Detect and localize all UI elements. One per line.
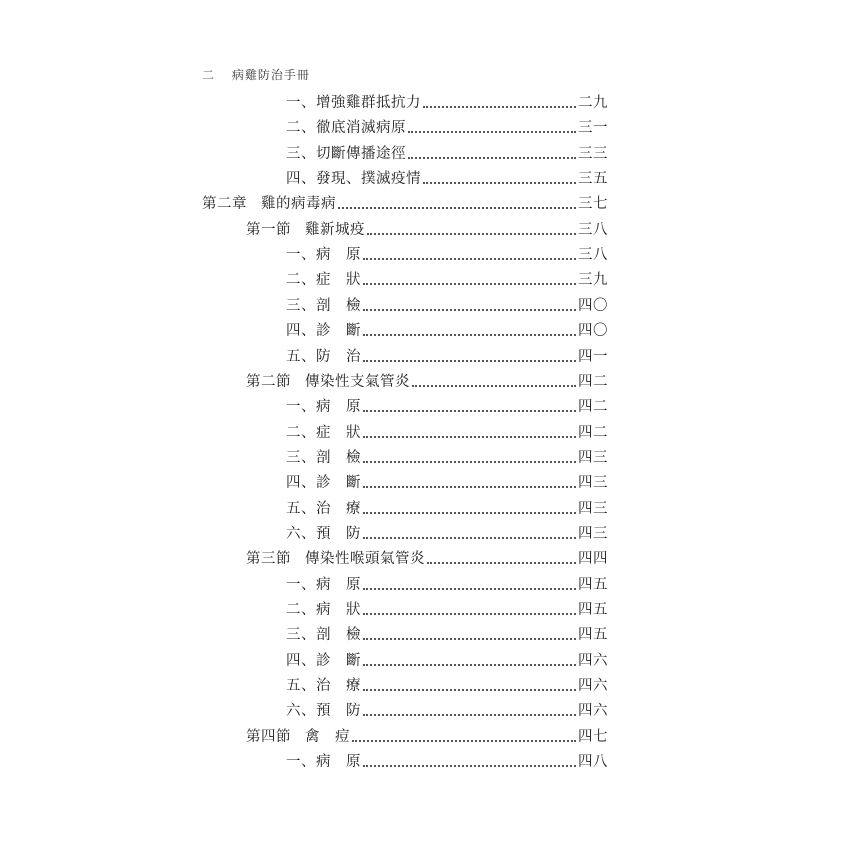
toc-entry-number: 二、 bbox=[286, 272, 316, 289]
toc-entry-page: 三三 bbox=[578, 145, 608, 162]
toc-entry-number: 一、 bbox=[286, 576, 316, 593]
toc-entry-page: 四〇 bbox=[578, 297, 608, 314]
dot-leader bbox=[363, 334, 576, 336]
toc-entry-title: 症 狀 bbox=[316, 272, 361, 289]
toc-entry-page: 四三 bbox=[578, 475, 608, 492]
toc-entry-label bbox=[286, 702, 361, 720]
toc-entry bbox=[286, 267, 608, 289]
book-title: 病雞防治手冊 bbox=[231, 68, 310, 82]
dot-leader bbox=[363, 283, 576, 285]
toc-entry-number: 四、 bbox=[286, 652, 316, 669]
dot-leader bbox=[338, 207, 576, 209]
dot-leader bbox=[423, 106, 576, 108]
toc-entry-number: 四、 bbox=[286, 171, 316, 188]
toc-entry-page: 四三 bbox=[578, 525, 608, 542]
dot-leader bbox=[412, 385, 576, 387]
toc-entry-title: 病 原 bbox=[316, 576, 361, 593]
toc-entry-page: 三七 bbox=[578, 196, 608, 213]
toc-entry-title: 剖 檢 bbox=[316, 449, 361, 466]
toc-entry-title: 雞新城疫 bbox=[305, 221, 365, 238]
toc-entry-page: 四二 bbox=[578, 399, 608, 416]
toc-entry-number: 四、 bbox=[286, 323, 316, 340]
toc-entry bbox=[246, 217, 608, 239]
toc-entry-label bbox=[286, 500, 361, 518]
toc-entry-title: 病 原 bbox=[316, 247, 361, 264]
toc-entry bbox=[286, 141, 608, 163]
toc-entry-label bbox=[286, 271, 361, 289]
toc-entry-title: 禽 痘 bbox=[305, 728, 350, 745]
toc-entry-title: 治 療 bbox=[316, 678, 361, 695]
toc-entry bbox=[286, 318, 608, 340]
toc-entry-title: 剖 檢 bbox=[316, 297, 361, 314]
toc-entry bbox=[286, 470, 608, 492]
dot-leader bbox=[363, 588, 576, 590]
toc-entry-label bbox=[286, 576, 361, 594]
dot-leader bbox=[363, 638, 576, 640]
toc-entry bbox=[286, 597, 608, 619]
toc-entry-title: 增強雞群抵抗力 bbox=[316, 95, 421, 111]
toc-entry-label bbox=[286, 424, 361, 442]
toc-entry-label bbox=[286, 94, 421, 112]
dot-leader bbox=[363, 765, 576, 767]
toc-entry bbox=[286, 293, 608, 315]
toc-entry-title: 診 斷 bbox=[316, 475, 361, 492]
toc-entry bbox=[246, 724, 608, 746]
toc-entry-title: 徹底消滅病原 bbox=[316, 120, 406, 137]
toc-entry bbox=[286, 394, 608, 416]
toc-entry-title: 診 斷 bbox=[316, 323, 361, 340]
toc-entry-title: 症 狀 bbox=[316, 424, 361, 441]
toc-entry-page: 四〇 bbox=[578, 323, 608, 340]
toc-entry-label bbox=[286, 170, 421, 188]
toc-entry-title: 病 原 bbox=[316, 399, 361, 416]
toc-entry-label bbox=[286, 525, 361, 543]
toc-entry bbox=[286, 698, 608, 720]
toc-entry-label bbox=[286, 322, 361, 340]
toc-entry bbox=[286, 648, 608, 670]
toc-entry-page: 四七 bbox=[578, 728, 608, 745]
dot-leader bbox=[408, 131, 576, 133]
toc-entry-number: 第二節 bbox=[246, 373, 291, 390]
dot-leader bbox=[427, 562, 576, 564]
toc-entry-number: 四、 bbox=[286, 475, 316, 492]
toc-entry-title: 預 防 bbox=[316, 525, 361, 542]
toc-entry-title: 傳染性支氣管炎 bbox=[305, 373, 410, 390]
toc-entry-title: 發現、撲滅疫情 bbox=[316, 171, 421, 188]
toc-entry-label bbox=[286, 449, 361, 467]
dot-leader bbox=[363, 689, 576, 691]
toc-entry-number: 五、 bbox=[286, 500, 316, 517]
dot-leader bbox=[363, 714, 576, 716]
toc-entry bbox=[286, 344, 608, 366]
toc-entry-label bbox=[286, 626, 361, 644]
toc-entry-label bbox=[286, 652, 361, 670]
dot-leader bbox=[367, 233, 576, 235]
toc-entry bbox=[286, 90, 608, 112]
toc-entry-title: 切斷傳播途徑 bbox=[316, 145, 406, 162]
toc-entry-label bbox=[202, 195, 336, 213]
toc-entry bbox=[286, 242, 608, 264]
toc-entry bbox=[286, 115, 608, 137]
toc-entry-number: 三、 bbox=[286, 627, 316, 644]
toc-entry-label bbox=[286, 119, 406, 137]
toc-entry bbox=[286, 622, 608, 644]
toc-entry-page: 四五 bbox=[578, 576, 608, 593]
toc-entry-number: 三、 bbox=[286, 297, 316, 314]
toc-entry-page: 四四 bbox=[578, 551, 608, 568]
toc-entry bbox=[286, 496, 608, 518]
toc-entry-label bbox=[246, 221, 365, 239]
toc-entry-label bbox=[286, 348, 361, 366]
toc-entry-number: 二、 bbox=[286, 424, 316, 441]
dot-leader bbox=[363, 360, 576, 362]
running-header bbox=[202, 66, 310, 83]
page-number: 二 bbox=[202, 68, 216, 82]
dot-leader bbox=[363, 664, 576, 666]
dot-leader bbox=[423, 182, 576, 184]
toc-entry-page: 三八 bbox=[578, 247, 608, 264]
toc-entry bbox=[286, 521, 608, 543]
toc-entry-title: 病 狀 bbox=[316, 602, 361, 618]
toc-entry-page: 四二 bbox=[578, 424, 608, 441]
toc-entry-label bbox=[286, 398, 361, 416]
toc-entry-page: 四八 bbox=[578, 754, 608, 771]
toc-entry-label bbox=[246, 373, 410, 391]
toc-entry bbox=[246, 369, 608, 391]
toc-entry bbox=[286, 572, 608, 594]
toc-entry-number: 五、 bbox=[286, 348, 316, 365]
toc-entry-number: 一、 bbox=[286, 399, 316, 416]
dot-leader bbox=[352, 740, 576, 742]
dot-leader bbox=[363, 512, 576, 514]
toc-entry-title: 雞的病毒病 bbox=[261, 196, 336, 213]
toc-entry-title: 防 治 bbox=[316, 348, 361, 365]
toc-entry-page: 四六 bbox=[578, 703, 608, 720]
toc-entry-number: 二、 bbox=[286, 120, 316, 137]
toc-entry-number: 一、 bbox=[286, 247, 316, 264]
toc-entry-number: 三、 bbox=[286, 449, 316, 466]
dot-leader bbox=[408, 157, 576, 159]
dot-leader bbox=[363, 436, 576, 438]
toc-entry-title: 傳染性喉頭氣管炎 bbox=[305, 551, 425, 568]
toc-entry bbox=[202, 191, 608, 213]
toc-entry-page: 四二 bbox=[578, 373, 608, 390]
toc-entry-label bbox=[286, 677, 361, 695]
toc-entry-label bbox=[286, 297, 361, 315]
toc-entry-page: 四一 bbox=[578, 348, 608, 365]
toc-entry-page: 四三 bbox=[578, 449, 608, 466]
toc-entry-label bbox=[286, 474, 361, 492]
toc-entry-number: 第四節 bbox=[246, 728, 291, 745]
dot-leader bbox=[363, 461, 576, 463]
toc-entry-number: 第一節 bbox=[246, 221, 291, 238]
toc-entry-label bbox=[246, 550, 425, 568]
toc-entry-page: 三五 bbox=[578, 171, 608, 188]
toc-entry-page: 三一 bbox=[578, 120, 608, 137]
toc-entry-label bbox=[286, 753, 361, 771]
toc-entry-page: 三八 bbox=[578, 221, 608, 238]
toc-entry-number: 第三節 bbox=[246, 551, 291, 568]
toc-entry-page: 三九 bbox=[578, 272, 608, 289]
toc-entry bbox=[286, 749, 608, 771]
dot-leader bbox=[363, 486, 576, 488]
toc-entry-label bbox=[286, 246, 361, 264]
toc-entry-number: 二、 bbox=[286, 602, 316, 618]
toc-entry-label bbox=[286, 601, 361, 619]
toc-entry bbox=[286, 420, 608, 442]
toc-entry-number: 一、 bbox=[286, 95, 316, 111]
toc-entry-number: 五、 bbox=[286, 678, 316, 695]
toc-entry-page: 二九 bbox=[578, 95, 608, 111]
toc-entry-page: 四五 bbox=[578, 602, 608, 618]
toc-entry-title: 病 原 bbox=[316, 754, 361, 771]
toc-entry bbox=[286, 445, 608, 467]
toc-entry-number: 三、 bbox=[286, 145, 316, 162]
toc-entry-number: 六、 bbox=[286, 525, 316, 542]
toc-entry bbox=[286, 166, 608, 188]
toc-entry-label bbox=[246, 728, 350, 746]
dot-leader bbox=[363, 309, 576, 311]
toc-entry-number: 第二章 bbox=[202, 196, 247, 213]
dot-leader bbox=[363, 410, 576, 412]
toc-entry-title: 預 防 bbox=[316, 703, 361, 720]
toc-entry bbox=[286, 673, 608, 695]
toc-entry-page: 四三 bbox=[578, 500, 608, 517]
dot-leader bbox=[363, 258, 576, 260]
toc-entry-page: 四六 bbox=[578, 678, 608, 695]
toc-entry bbox=[246, 546, 608, 568]
toc-entry-title: 治 療 bbox=[316, 500, 361, 517]
toc-entry-title: 剖 檢 bbox=[316, 627, 361, 644]
toc-entry-page: 四六 bbox=[578, 652, 608, 669]
toc-entry-number: 六、 bbox=[286, 703, 316, 720]
toc-entry-label bbox=[286, 145, 406, 163]
toc-entry-title: 診 斷 bbox=[316, 652, 361, 669]
dot-leader bbox=[363, 537, 576, 539]
toc-entry-page: 四五 bbox=[578, 627, 608, 644]
toc-entry-number: 一、 bbox=[286, 754, 316, 771]
dot-leader bbox=[363, 613, 576, 615]
